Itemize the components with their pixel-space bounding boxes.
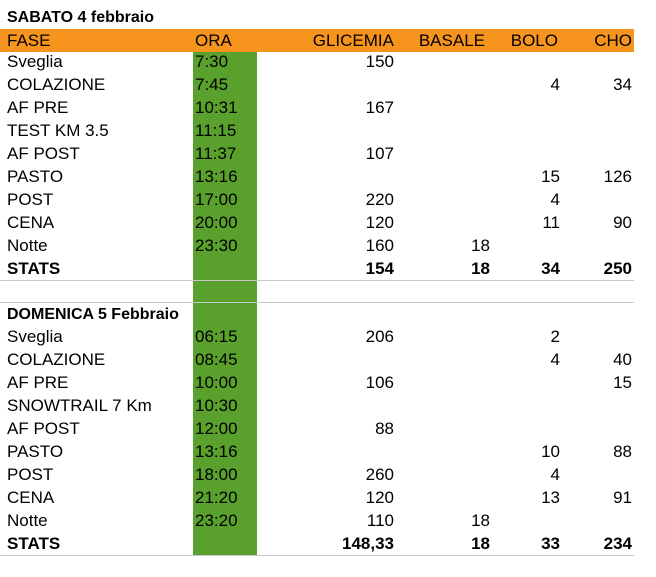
cell-bolo: 4 — [550, 465, 560, 484]
cell-fase: CENA — [7, 488, 55, 507]
cell-glicemia: 167 — [365, 98, 394, 117]
stats-underline — [0, 280, 634, 281]
cell-fase: SNOWTRAIL 7 Km — [7, 396, 152, 415]
stats-cho: 250 — [603, 259, 632, 278]
cell-cho: 34 — [613, 75, 632, 94]
cell-fase: PASTO — [7, 167, 64, 186]
day2-title: DOMENICA 5 Febbraio — [7, 306, 179, 323]
cell-ora: 12:00 — [195, 419, 238, 438]
table-row — [0, 188, 640, 211]
cell-bolo: 15 — [541, 167, 560, 186]
table-row — [0, 325, 640, 348]
stats-bolo: 33 — [541, 534, 560, 553]
table-row — [0, 234, 640, 257]
cell-fase: Notte — [7, 236, 48, 255]
cell-bolo: 13 — [541, 488, 560, 507]
cell-glicemia: 120 — [365, 488, 394, 507]
cell-ora: 10:31 — [195, 98, 238, 117]
cell-bolo: 4 — [550, 350, 560, 369]
table-row — [0, 394, 640, 417]
cell-bolo: 11 — [542, 213, 560, 232]
header-basale: BASALE — [418, 31, 485, 50]
cell-cho: 126 — [603, 167, 632, 186]
stats-cho: 234 — [603, 534, 632, 553]
cell-ora: 08:45 — [195, 350, 238, 369]
cell-glicemia: 110 — [366, 511, 394, 530]
cell-fase: AF POST — [7, 419, 80, 438]
day1-title: SABATO 4 febbraio — [7, 9, 154, 26]
cell-cho: 88 — [613, 442, 632, 461]
stats-row — [0, 532, 640, 555]
table-row — [0, 486, 640, 509]
table-row — [0, 371, 640, 394]
table-row — [0, 417, 640, 440]
cell-glicemia: 220 — [365, 190, 394, 209]
cell-fase: COLAZIONE — [7, 75, 106, 94]
cell-ora: 10:00 — [195, 373, 238, 392]
cell-glicemia: 88 — [375, 419, 394, 438]
cell-ora: 18:00 — [195, 465, 238, 484]
table-row — [0, 440, 640, 463]
cell-ora: 21:20 — [195, 488, 238, 507]
table-row — [0, 165, 640, 188]
cell-fase: AF POST — [7, 144, 80, 163]
cell-fase: AF PRE — [7, 373, 69, 392]
cell-cho: 40 — [613, 350, 632, 369]
header-fase: FASE — [7, 31, 51, 50]
stats-basale: 18 — [471, 259, 490, 278]
stats-basale: 18 — [471, 534, 490, 553]
cell-glicemia: 107 — [365, 144, 394, 163]
cell-ora: 20:00 — [195, 213, 238, 232]
table-row — [0, 96, 640, 119]
table-row — [0, 348, 640, 371]
cell-glicemia: 120 — [365, 213, 394, 232]
cell-fase: PASTO — [7, 442, 64, 461]
cell-ora: 17:00 — [195, 190, 238, 209]
cell-ora: 11:37 — [195, 144, 237, 163]
stats-glicemia: 154 — [365, 259, 394, 278]
header-glicemia: GLICEMIA — [312, 31, 394, 50]
cell-bolo: 4 — [550, 190, 560, 209]
cell-ora: 23:30 — [195, 236, 238, 255]
cell-fase: COLAZIONE — [7, 350, 106, 369]
cell-bolo: 2 — [550, 327, 560, 346]
stats-bolo: 34 — [541, 259, 560, 278]
table-row — [0, 509, 640, 532]
cell-basale: 18 — [471, 236, 490, 255]
table-row — [0, 50, 640, 73]
cell-ora: 13:16 — [195, 442, 238, 461]
stats-underline — [0, 555, 634, 556]
stats-label: STATS — [7, 534, 61, 553]
table-header — [0, 29, 640, 52]
table-row — [0, 73, 640, 96]
cell-bolo: 10 — [541, 442, 560, 461]
cell-fase: TEST KM 3.5 — [7, 121, 109, 140]
cell-ora: 06:15 — [195, 327, 238, 346]
cell-glicemia: 150 — [365, 52, 394, 71]
cell-ora: 7:30 — [195, 52, 229, 71]
cell-fase: Sveglia — [7, 327, 63, 346]
stats-label: STATS — [7, 259, 61, 278]
cell-fase: Sveglia — [7, 52, 63, 71]
cell-fase: CENA — [7, 213, 55, 232]
cell-fase: POST — [7, 465, 54, 484]
cell-fase: Notte — [7, 511, 48, 530]
cell-glicemia: 206 — [365, 327, 394, 346]
cell-glicemia: 106 — [365, 373, 394, 392]
cell-bolo: 4 — [550, 75, 560, 94]
table-row — [0, 142, 640, 165]
table-row — [0, 119, 640, 142]
cell-cho: 15 — [613, 373, 632, 392]
cell-fase: POST — [7, 190, 54, 209]
table-row — [0, 463, 640, 486]
cell-ora: 23:20 — [195, 511, 238, 530]
stats-row — [0, 257, 640, 280]
cell-basale: 18 — [471, 511, 490, 530]
stats-glicemia: 148,33 — [342, 534, 394, 553]
cell-glicemia: 260 — [365, 465, 394, 484]
cell-fase: AF PRE — [7, 98, 69, 117]
header-ora: ORA — [195, 31, 232, 50]
cell-cho: 90 — [613, 213, 632, 232]
cell-ora: 13:16 — [195, 167, 238, 186]
cell-ora: 10:30 — [195, 396, 238, 415]
cell-glicemia: 160 — [365, 236, 394, 255]
header-cho: CHO — [594, 31, 632, 50]
cell-ora: 7:45 — [195, 75, 229, 94]
table-row — [0, 211, 640, 234]
header-bolo: BOLO — [510, 31, 558, 50]
cell-cho: 91 — [613, 488, 632, 507]
cell-ora: 11:15 — [195, 121, 237, 140]
